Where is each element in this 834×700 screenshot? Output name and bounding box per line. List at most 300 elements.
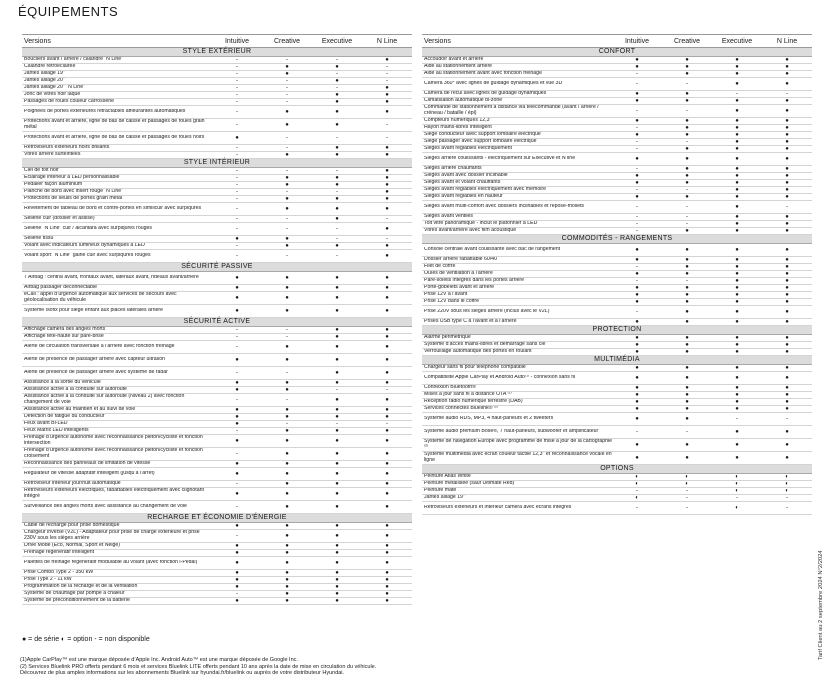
availability-mark: ● [685,227,689,234]
availability-mark: ● [785,63,789,70]
availability-mark: ◐ [785,480,789,487]
availability-mark: ● [385,174,389,181]
availability-mark: - [636,263,638,270]
row-label: Accoudoir avant et arrière [424,57,484,63]
table-row [22,189,412,196]
availability-mark: ● [385,590,389,597]
availability-mark: ● [785,172,789,179]
table-row [22,577,412,584]
availability-mark: ● [735,256,739,263]
availability-mark: ● [385,188,389,195]
availability-mark: ● [285,590,289,597]
table-row [22,461,412,468]
availability-mark: ● [735,441,739,448]
availability-mark: ● [335,559,339,566]
availability-mark: ● [285,121,289,128]
availability-mark: ● [735,145,739,152]
availability-mark: ● [635,334,639,341]
availability-mark: ● [285,307,289,314]
table-row [422,146,812,153]
table-row [422,264,812,271]
availability-mark: ● [635,374,639,381]
table-row [22,414,412,421]
availability-mark: ● [685,246,689,253]
availability-mark: ● [235,294,239,301]
availability-mark: ● [235,420,239,427]
availability-mark: - [686,220,688,227]
availability-mark: - [236,333,238,340]
table-row [22,488,412,501]
availability-mark: ● [735,263,739,270]
row-label: Système audio RDS, MP3, 4 haut-parleurs et 2 tweeters [424,416,554,422]
availability-mark: ● [385,326,389,333]
availability-mark: ● [385,205,389,212]
availability-mark: - [236,215,238,222]
availability-mark: ● [335,532,339,539]
availability-mark: - [636,70,638,77]
table-row [22,428,412,435]
availability-mark: ● [685,284,689,291]
availability-mark: - [686,203,688,210]
availability-mark: - [336,134,338,141]
availability-mark: - [286,225,288,232]
table-row [22,387,412,394]
availability-mark: - [286,56,288,63]
availability-mark: - [236,532,238,539]
table-row [422,365,812,372]
row-label: Rétroviseurs extérieurs et intérieur caméra avec écrans intégrés [424,505,572,511]
availability-mark: ● [735,391,739,398]
availability-mark: - [236,205,238,212]
row-label: Services connectés Bluelink® ⁽²⁾ [424,406,499,412]
availability-mark: ● [635,256,639,263]
availability-mark: - [236,242,238,249]
table-row [422,139,812,146]
availability-mark: - [286,91,288,98]
availability-mark: - [786,90,788,97]
availability-mark: ● [635,193,639,200]
row-label: Compteurs numériques 12,3'' [424,118,492,124]
footnote: Découvrez de plus amples informations sur les abonnements Bluelink sur hyundai.fr/bluelink ou auprès de votre distributeur Hyundai. [20,670,345,677]
availability-mark: ● [285,460,289,467]
row-label: Vitres arrière surteintées [24,152,81,158]
table-row [422,452,812,465]
availability-mark: ● [635,341,639,348]
availability-mark: - [236,70,238,77]
table-header [22,34,412,48]
availability-mark: ● [335,470,339,477]
row-label: Alerte de présence de passager arrière avec capteur ultrason [24,357,166,363]
availability-mark: ● [685,415,689,422]
row-label: Rétroviseur intérieur jour/nuit automatique [24,481,121,487]
row-label: Jantes alliage 20'' [24,78,65,84]
availability-mark: ● [735,277,739,284]
column-header: Executive [721,37,753,45]
availability-mark: ● [285,343,289,350]
availability-mark: - [686,277,688,284]
availability-mark: ● [735,227,739,234]
availability-mark: ● [335,590,339,597]
availability-mark: ● [285,70,289,77]
availability-mark: ● [335,108,339,115]
availability-mark: ● [385,307,389,314]
availability-mark: ● [385,396,389,403]
row-label: Alarme périmétrique [424,335,471,341]
availability-mark: ● [635,179,639,186]
availability-mark: ● [335,98,339,105]
row-label: Prise 220V sous les sièges arrière (inclus avec le V2L) [424,309,550,315]
table-row [22,243,412,250]
availability-mark: ● [285,559,289,566]
availability-mark: ● [235,549,239,556]
availability-mark: ● [385,242,389,249]
availability-mark: ● [235,379,239,386]
availability-mark: - [636,80,638,87]
availability-mark: ● [735,117,739,124]
row-label: eCall : appel d’urgence automatique aux services de secours avec géolocalisation du véhicule [24,292,177,303]
table-row [22,292,412,305]
availability-mark: ● [735,131,739,138]
row-label: Système Isofix pour siège enfant aux places latérales arrière [24,308,163,314]
availability-mark: ● [785,391,789,398]
availability-mark: ● [235,437,239,444]
availability-mark: ● [785,428,789,435]
table-row [22,64,412,71]
row-label: Poignées de portes extérieures rétractables affleurantes automatiques [24,109,186,115]
availability-mark: ● [735,56,739,63]
row-label: Caméra de recul avec lignes de guidage dynamiques [424,91,547,97]
availability-mark: - [336,225,338,232]
availability-mark: ● [385,181,389,188]
page-title: ÉQUIPEMENTS [18,4,119,19]
availability-mark: - [686,107,688,114]
equipment-table-right [422,34,812,515]
versions-label: Versions [424,37,451,45]
row-label: Caméra 360° avec lignes de guidage dynamiques et vue 3D [424,81,563,87]
availability-mark: ● [385,167,389,174]
availability-mark: ● [335,181,339,188]
row-label: Réception radio numérique terrestre (DAB) [424,399,523,405]
availability-mark: ◐ [635,473,639,480]
availability-mark: ● [385,503,389,510]
column-header: N Line [776,37,798,45]
table-row [422,187,812,194]
availability-mark: - [686,487,688,494]
availability-mark: ● [335,597,339,604]
availability-mark: ● [635,63,639,70]
availability-mark: ● [335,427,339,434]
availability-mark: ● [685,70,689,77]
table-row [22,132,412,145]
table-row [422,244,812,257]
availability-mark: ● [785,138,789,145]
availability-mark: ● [785,384,789,391]
row-label: Alerte de présence de passager arrière avec système de radar [24,370,168,376]
availability-mark: ● [285,437,289,444]
availability-mark: ● [735,213,739,220]
availability-mark: - [236,121,238,128]
table-row [22,367,412,380]
row-label: Pare-soleils intégrés dans les portes arrière [424,278,525,284]
availability-mark: ● [235,274,239,281]
row-label: Climatisation automatique bi-zone [424,98,503,104]
row-label: Airbag passager déconnectable [24,285,97,291]
availability-mark: ● [635,318,639,325]
availability-mark: ● [385,470,389,477]
row-label: Freinage d’urgence autonome avec reconnaissance piéton/cycliste et fonction croisement [24,448,203,459]
row-label: Prise Type 2 - 11 kW [24,577,72,583]
availability-mark: - [636,504,638,511]
availability-mark: - [286,326,288,333]
availability-mark: ● [785,124,789,131]
row-label: Filet de coffre [424,264,456,270]
row-label: Sellerie tissu [24,236,54,242]
availability-mark: ● [685,131,689,138]
availability-mark: ● [785,298,789,305]
table-row [22,99,412,106]
section-header: SÉCURITÉ PASSIVE [22,263,412,272]
availability-mark: ● [335,576,339,583]
availability-mark: ● [635,454,639,461]
availability-mark: ● [735,308,739,315]
availability-mark: ● [285,542,289,549]
availability-mark: ● [785,220,789,227]
availability-mark: ● [335,503,339,510]
availability-mark: ● [785,80,789,87]
availability-mark: ● [235,406,239,413]
availability-mark: ● [335,77,339,84]
availability-mark: ● [235,542,239,549]
row-label: Volant sport “N Line” gainé cuir avec surpiqûres rouges [24,253,151,259]
availability-mark: - [236,108,238,115]
availability-mark: ● [735,341,739,348]
availability-mark: ● [735,364,739,371]
row-label: Surveillance des angles morts avec assistance au changement de voie [24,504,187,510]
row-label: Sièges avant réglables en hauteur [424,194,503,200]
availability-mark: - [236,84,238,91]
availability-mark: - [736,415,738,422]
availability-mark: ● [735,107,739,114]
availability-mark: - [686,428,688,435]
availability-mark: ● [385,532,389,539]
availability-mark: - [336,386,338,393]
availability-mark: ● [385,195,389,202]
availability-mark: ● [635,415,639,422]
availability-mark: ◐ [785,473,789,480]
row-label: Alerte de circulation transversale à l’arrière avec fonction freinage [24,344,175,350]
row-label: Programmation de la recharge et de la ventilation [24,584,138,590]
availability-mark: ● [685,348,689,355]
table-row [422,201,812,214]
availability-mark: - [236,590,238,597]
availability-mark: ● [235,522,239,529]
availability-mark: ● [285,576,289,583]
availability-mark: ● [685,334,689,341]
table-row [22,85,412,92]
availability-mark: ● [635,298,639,305]
section-header: MULTIMÉDIA [422,356,812,365]
availability-mark: ● [685,441,689,448]
row-label: Assistance active à la conduite sur autoroute (Niveau 2) avec fonction changement de voie [24,394,185,405]
availability-mark: ● [785,291,789,298]
availability-mark: ● [385,406,389,413]
availability-mark: ● [235,386,239,393]
row-label: Éclairage intérieur à LED personnalisable [24,175,120,181]
availability-mark: - [636,186,638,193]
availability-mark: ● [735,374,739,381]
availability-mark: ● [385,413,389,420]
availability-mark: ● [385,356,389,363]
availability-mark: ● [785,398,789,405]
availability-mark: ● [335,326,339,333]
table-row [22,71,412,78]
table-row [22,501,412,514]
availability-mark: - [636,428,638,435]
availability-mark: - [386,70,388,77]
availability-mark: - [236,252,238,259]
availability-mark: ● [385,549,389,556]
row-label: Boucliers avant / arrière / calandre “N Line” [24,57,123,63]
availability-mark: ● [385,144,389,151]
row-label: Système audio premium Bose®, 7 haut-parleurs, subwoofer et amplificateur [424,429,599,435]
availability-mark: ● [635,270,639,277]
availability-mark: ● [635,364,639,371]
availability-mark: ● [285,569,289,576]
availability-mark: ● [285,549,289,556]
table-row [422,385,812,392]
availability-mark: ● [385,460,389,467]
row-label: Détection de fatigue du conducteur [24,414,105,420]
availability-mark: ● [385,56,389,63]
footnotes [20,657,580,677]
availability-mark: ● [335,284,339,291]
row-label: Planche de bord avec insert rouge “N Line” [24,189,123,195]
section-header: STYLE EXTÉRIEUR [22,48,412,57]
column-header: N Line [376,37,398,45]
availability-mark: ● [285,195,289,202]
table-row [422,372,812,385]
row-label: Protections de seuils de portes grain métal [24,196,123,202]
availability-mark: ● [735,246,739,253]
row-label: Freinage régénératif intelligent [24,550,95,556]
availability-mark: ● [285,490,289,497]
table-row [422,306,812,319]
availability-mark: - [636,203,638,210]
availability-mark: - [636,308,638,315]
row-label: Affichage caméra des angles morts [24,327,106,333]
table-row [22,182,412,189]
availability-mark: ● [635,291,639,298]
availability-mark: - [786,415,788,422]
availability-mark: ● [685,374,689,381]
table-row [22,421,412,428]
section-header: SÉCURITÉ ACTIVE [22,318,412,327]
table-row [422,214,812,221]
table-row [22,250,412,263]
availability-mark: ● [635,131,639,138]
availability-mark: ● [685,308,689,315]
availability-mark: ● [285,413,289,420]
availability-mark: - [636,220,638,227]
availability-mark: - [636,487,638,494]
table-row [22,334,412,341]
row-label: Console centrale avant coulissante avec bac de rangement [424,247,561,253]
column-header: Executive [321,37,353,45]
table-row [22,119,412,132]
availability-mark: ● [385,490,389,497]
availability-mark: ● [735,97,739,104]
row-label: Sièges avant avec dossier inclinable [424,173,508,179]
availability-mark: ● [335,333,339,340]
availability-mark: ● [335,294,339,301]
availability-mark: - [336,56,338,63]
row-label: Protections avant et arrière, ligne de bas de caisse et passages de roues noirs [24,135,205,141]
availability-mark: - [286,188,288,195]
availability-mark: ● [285,583,289,590]
row-label: Aide au stationnement arrière [424,64,493,70]
availability-mark: ● [635,56,639,63]
availability-mark: ● [685,97,689,104]
availability-mark: - [636,145,638,152]
availability-mark: - [236,167,238,174]
availability-mark: ● [335,174,339,181]
availability-mark: ● [335,406,339,413]
availability-mark: - [236,326,238,333]
availability-mark: ● [785,256,789,263]
availability-mark: ● [385,569,389,576]
availability-mark: ● [385,294,389,301]
availability-mark: ● [385,343,389,350]
availability-mark: ● [685,384,689,391]
table-row [22,354,412,367]
table-row [22,272,412,285]
availability-mark: - [686,138,688,145]
availability-mark: ● [335,63,339,70]
availability-mark: ● [735,179,739,186]
row-label: Chargeur inversé (V2L) - Adaptateur pour prise de charge extérieure et prise 230V sous les sièges arrière [24,530,200,541]
availability-mark: ● [335,549,339,556]
row-label: Freinage d’urgence autonome avec reconnaissance piéton/cycliste et fonction intersection [24,435,203,446]
availability-mark: - [386,235,388,242]
table-row [22,468,412,481]
availability-mark: ● [235,134,239,141]
table-row [422,413,812,426]
availability-mark: - [286,77,288,84]
availability-mark: - [236,98,238,105]
row-label: Protections avant et arrière, ligne de bas de caisse et passages de roues grain métal [24,119,205,130]
row-label: Verrouillage automatique des portes en roulant [424,349,532,355]
availability-mark: ● [785,308,789,315]
availability-mark: ● [735,172,739,179]
availability-mark: ● [285,242,289,249]
table-row [422,474,812,481]
availability-mark: ● [335,356,339,363]
availability-mark: ● [685,90,689,97]
row-label: Peinture métallisée (sauf Ultimate Red) [424,481,515,487]
availability-mark: ● [635,398,639,405]
availability-mark: ● [735,186,739,193]
row-label: Sièges avant réglables électriquement avec mémoire [424,187,546,193]
availability-mark: - [286,252,288,259]
section-header: OPTIONS [422,465,812,474]
availability-mark: ● [335,195,339,202]
availability-mark: ● [385,576,389,583]
availability-mark: ● [685,117,689,124]
row-label: Ouïes de ventilation à l’arrière [424,271,493,277]
availability-mark: ● [735,80,739,87]
row-label: Système d’accès mains-libres et démarrage sans clé [424,342,546,348]
table-row [422,406,812,413]
